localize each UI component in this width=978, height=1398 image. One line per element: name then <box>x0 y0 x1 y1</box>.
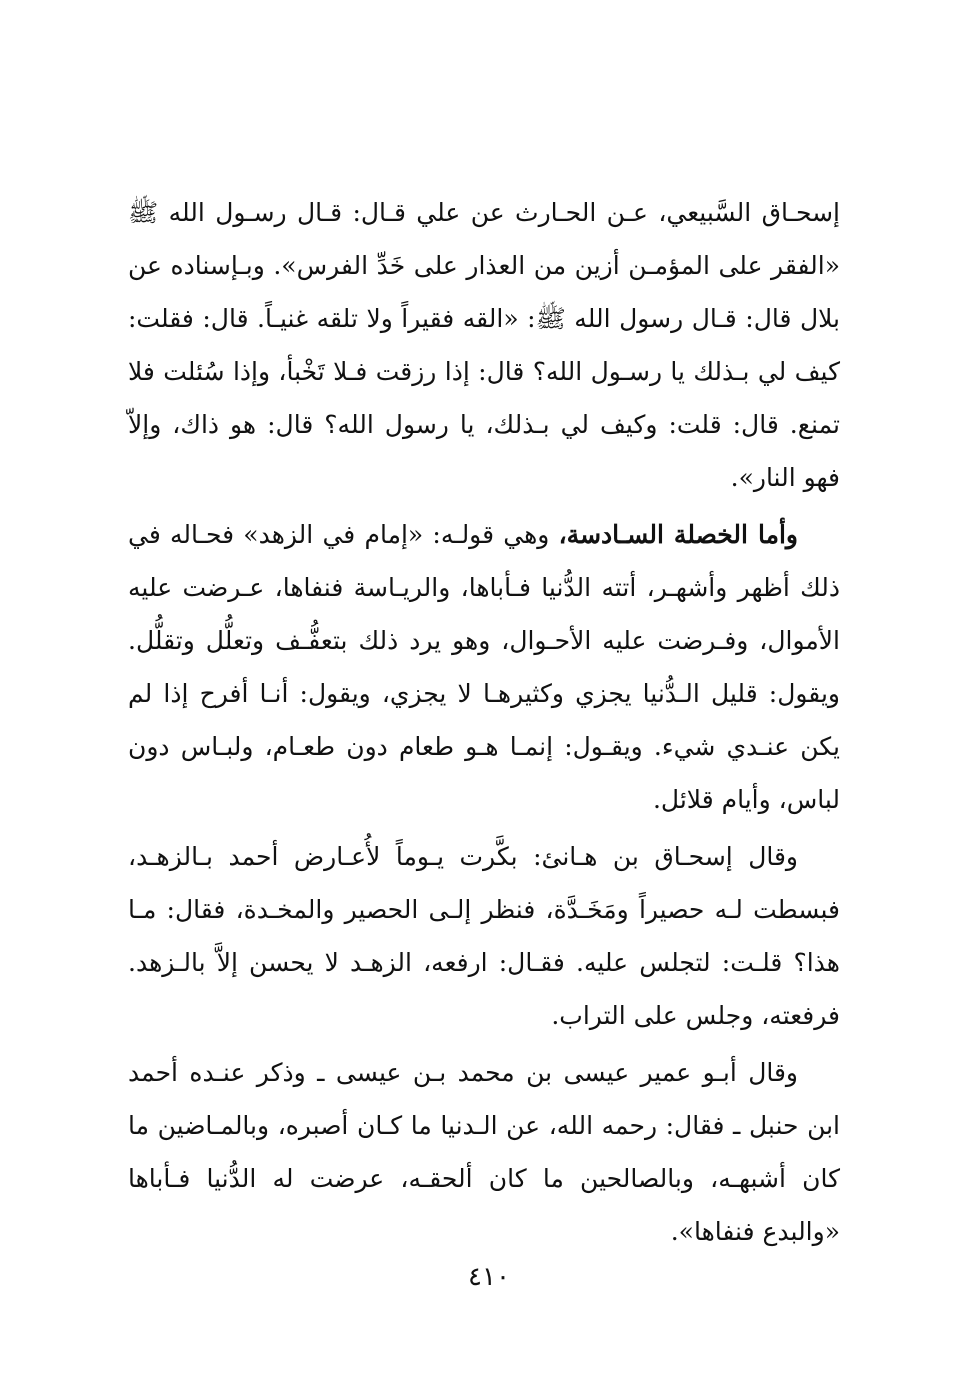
page-number: ٤١٠ <box>468 1262 510 1292</box>
paragraph-3 <box>128 830 840 1042</box>
paragraph-1-text: إسحـاق السَّبيعي، عـن الحـارث عن علي قـال: قـال رسـول الله ﷺ «الفقر على المؤمـن أزين من العذار على خَدِّ الفرس». وبـإسناده عن بلال قال: قـال رسول الله ﷺ: «القه فقيراً ولا تلقه غنيـاً. قال: فقلت: كيف لي بـذلك يا رسـول الله؟ قال: إذا رزقت فـلا تَخْبأ، وإذا سُئلت فلا تمنع. قال: قلت: وكيف لي بـذلك، يا رسول الله؟ قال: هو ذاك، وإلاّ فهو النار». <box>128 198 840 492</box>
paragraph-4 <box>128 1046 840 1258</box>
paragraph-2-bold-lead: وأما الخصلة السـادسة، <box>558 520 798 549</box>
paragraph-2 <box>128 508 840 826</box>
paragraph-2-text: وهي قولـه: «إمام في الزهد» فحـاله في ذلك أظهر وأشهـر، أتته الدُّنيا فـأباها، والريـاسة فنفاها، عـرضت عليه الأموال، وفـرضت عليه الأحـوال، وهو يرد ذلك بتعفُّـف وتعلُّل وتقلُّل. ويقول: قليل الـدُّنيا يجزي وكثيرهـا لا يجزي، ويقول: أنـا أفرح إذا لم يكن عنـدي شيء. ويقـول: إنمـا هـو طعام دون طعـام، ولبـاس دون لباس، وأيام قلائل. <box>128 520 840 814</box>
paragraph-4-text: وقال أبـو عمير عيسى بن محمد بـن عيسى ـ وذكر عنـده أحمد ابن حنبل ـ فقال: رحمه الله، عن الـدنيا ما كـان أصبره، وبالمـاضين ما كان أشبهـه، وبالصالحين ما كان ألحقـه، عرضت له الدُّنيا فـأباها «والبدع فنفاها». <box>128 1058 840 1246</box>
paragraph-1 <box>128 186 840 504</box>
paragraph-3-text: وقال إسحـاق بن هـانئ: بكَّرت يـوماً لأُعـارض أحمد بـالزهـد، فبسطت لـه حصيراً ومَخَـدَّة، فنظر إلـى الحصير والمخـدة، فقال: مـا هذا؟ قلـت: لتجلس عليه. فقـال: ارفعه، الزهـد لا يحسن إلاَّ بالـزهد. فرفعته، وجلس على التراب. <box>128 842 840 1030</box>
body-text <box>128 186 840 1262</box>
